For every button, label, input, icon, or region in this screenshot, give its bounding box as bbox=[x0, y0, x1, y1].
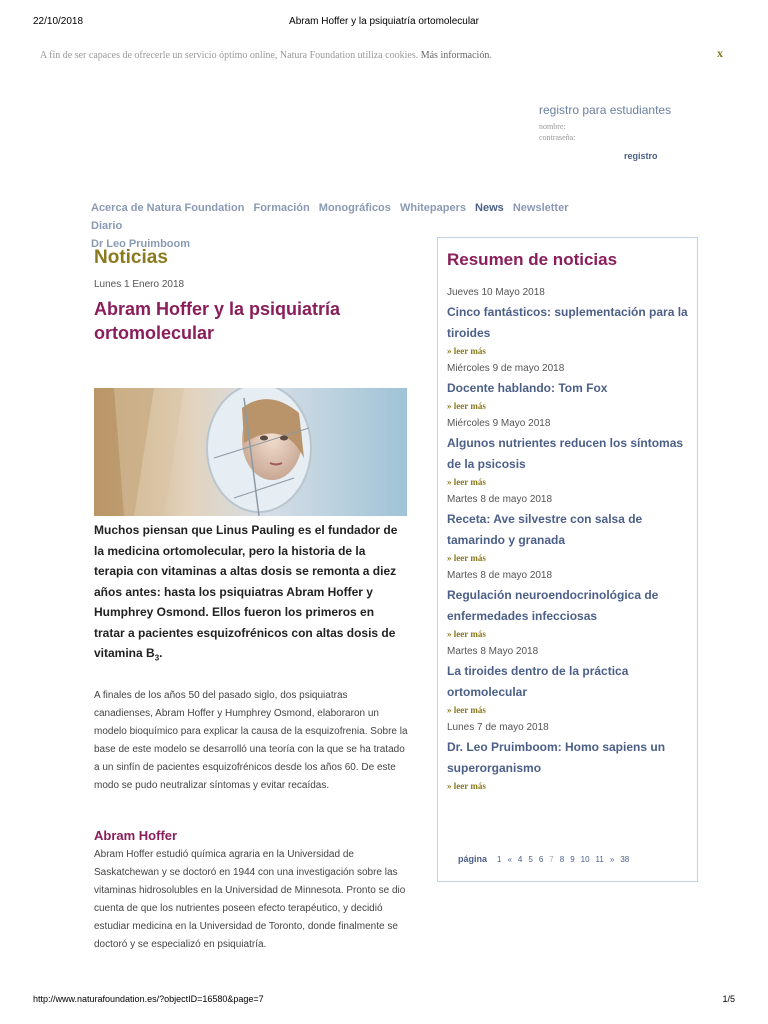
nav-item-newsletter[interactable]: Newsletter bbox=[512, 202, 569, 214]
news-date: Lunes 7 de mayo 2018 bbox=[447, 722, 549, 733]
article-subheading: Abram Hoffer bbox=[94, 827, 178, 843]
nav-item-news[interactable]: News bbox=[475, 202, 504, 214]
news-date: Miércoles 9 Mayo 2018 bbox=[447, 418, 551, 429]
read-more-link[interactable]: » leer más bbox=[447, 629, 486, 639]
article-date: Lunes 1 Enero 2018 bbox=[94, 279, 185, 290]
list-item bbox=[447, 721, 688, 793]
news-date: Martes 8 de mayo 2018 bbox=[447, 494, 553, 505]
news-date: Jueves 10 Mayo 2018 bbox=[447, 287, 545, 298]
cookie-text: A fin de ser capaces de ofrecerle un servicio óptimo online, Natura Foundation utiliza cookies. bbox=[40, 50, 419, 61]
article-lead: Muchos piensan que Linus Pauling es el fundador de la medicina ortomolecular, pero la historia de la terapia con vitaminas a altas dosis se remonta a diez años antes: hasta los psiquiatras Abram Hoffer y Humphrey Osmond. Ellos fueron los primeros en tratar a pacientes esquizofrénicos con altas dosis de vitamina $B_3$. bbox=[94, 523, 398, 663]
page-link-6[interactable]: 6 bbox=[538, 854, 544, 864]
password-label: contraseña: bbox=[539, 133, 576, 142]
list-item bbox=[447, 417, 688, 489]
nav-item-pruimboom[interactable]: Dr Leo Pruimboom bbox=[91, 238, 191, 250]
nav-item-formacion[interactable]: Formación bbox=[253, 202, 310, 214]
register-button[interactable]: registro bbox=[624, 151, 658, 161]
password-input[interactable] bbox=[579, 133, 669, 143]
student-login-heading: registro para estudiantes bbox=[539, 103, 672, 117]
nav-item-monograficos[interactable]: Monográficos bbox=[318, 202, 391, 214]
name-input[interactable] bbox=[570, 122, 660, 132]
print-page-number: 1/5 bbox=[722, 994, 735, 1004]
news-title-link[interactable]: Algunos nutrientes reducen los síntomas de la psicosis bbox=[447, 436, 684, 471]
page-link-5[interactable]: 5 bbox=[528, 854, 533, 864]
pagination bbox=[458, 854, 629, 864]
page-link-11[interactable]: 11 bbox=[595, 854, 604, 864]
list-item bbox=[447, 362, 688, 413]
pagination-label: página bbox=[458, 854, 488, 864]
article-paragraph-2: Abram Hoffer estudió química agraria en la Universidad de Saskatchewan y se doctoró en 1944 con una investigación sobre las vitaminas hidrosolubles en la Universidad de Minnesota. Pronto se dio cuenta de que los nutrientes poseen efecto terapéutico, y decidió estudiar medicina en la Universidad de Toronto, donde finalmente se doctoró y se especializó en psiquiatría. bbox=[94, 848, 406, 950]
page-link-last[interactable]: 38 bbox=[620, 854, 630, 864]
page-link-current: 7 bbox=[549, 854, 554, 864]
list-item bbox=[447, 286, 688, 358]
page-link-next[interactable]: » bbox=[609, 854, 615, 864]
read-more-link[interactable]: » leer más bbox=[447, 705, 486, 715]
news-title-link[interactable]: Docente hablando: Tom Fox bbox=[447, 381, 608, 395]
print-url: http://www.naturafoundation.es/?objectID=16580&page=7 bbox=[33, 994, 264, 1004]
read-more-link[interactable]: » leer más bbox=[447, 346, 486, 356]
page-link-10[interactable]: 10 bbox=[580, 854, 590, 864]
read-more-link[interactable]: » leer más bbox=[447, 781, 486, 791]
print-title: Abram Hoffer y la psiquiatría ortomolecular bbox=[289, 16, 479, 27]
news-date: Martes 8 Mayo 2018 bbox=[447, 646, 539, 657]
cookie-close-button[interactable]: x bbox=[717, 46, 723, 60]
nav-item-diario[interactable]: Diario bbox=[91, 220, 123, 232]
page-link-4[interactable]: 4 bbox=[517, 854, 523, 864]
section-title: Noticias bbox=[94, 247, 168, 268]
student-login bbox=[539, 103, 719, 161]
cookie-more-link[interactable]: Más información bbox=[420, 50, 490, 61]
list-item bbox=[447, 569, 688, 641]
news-summary-sidebar bbox=[437, 237, 698, 882]
news-title-link[interactable]: Receta: Ave silvestre con salsa de tamarindo y granada bbox=[447, 512, 643, 547]
read-more-link[interactable]: » leer más bbox=[447, 401, 486, 411]
cookie-bar: A fin de ser capaces de ofrecerle un servicio óptimo online, Natura Foundation utiliza cookies. Más información. bbox=[40, 50, 492, 61]
news-date: Miércoles 9 de mayo 2018 bbox=[447, 363, 565, 374]
woman-mirror-illustration bbox=[94, 388, 407, 516]
page-link-first[interactable]: 1 bbox=[497, 854, 502, 864]
read-more-link[interactable]: » leer más bbox=[447, 477, 486, 487]
read-more-link[interactable]: » leer más bbox=[447, 553, 486, 563]
hero-image bbox=[94, 388, 407, 516]
news-title-link[interactable]: Cinco fantásticos: suplementación para la tiroides bbox=[447, 305, 688, 340]
news-date: Martes 8 de mayo 2018 bbox=[447, 570, 553, 581]
news-title-link[interactable]: La tiroides dentro de la práctica ortomolecular bbox=[447, 664, 629, 699]
news-title-link[interactable]: Dr. Leo Pruimboom: Homo sapiens un superorganismo bbox=[447, 740, 666, 775]
article-paragraph-1: A finales de los años 50 del pasado siglo, dos psiquiatras canadienses, Abram Hoffer y Humphrey Osmond, elaboraron un modelo bioquímico para explicar la causa de la esquizofrenia. Sobre la base de este modelo se desarrolló una teoría con la que se ha tratado a un sinfín de pacientes esquizofrénicos desde los años 60. De este modo se pudo neutralizar síntomas y evitar recaídas. bbox=[94, 689, 408, 791]
print-date: 22/10/2018 bbox=[33, 16, 84, 27]
article-title: Abram Hoffer y la psiquiatría ortomolecular bbox=[94, 299, 341, 343]
sidebar-title: Resumen de noticias bbox=[447, 250, 618, 269]
name-label: nombre: bbox=[539, 122, 566, 131]
news-title-link[interactable]: Regulación neuroendocrinológica de enfermedades infecciosas bbox=[447, 588, 659, 623]
page-link-prev[interactable]: « bbox=[507, 854, 512, 864]
nav-item-whitepapers[interactable]: Whitepapers bbox=[399, 202, 466, 214]
nav-item-about[interactable]: Acerca de Natura Foundation bbox=[91, 202, 245, 214]
list-item bbox=[447, 493, 688, 565]
page-link-8[interactable]: 8 bbox=[559, 854, 565, 864]
list-item bbox=[447, 645, 688, 717]
article bbox=[94, 247, 408, 954]
page-link-9[interactable]: 9 bbox=[570, 854, 575, 864]
